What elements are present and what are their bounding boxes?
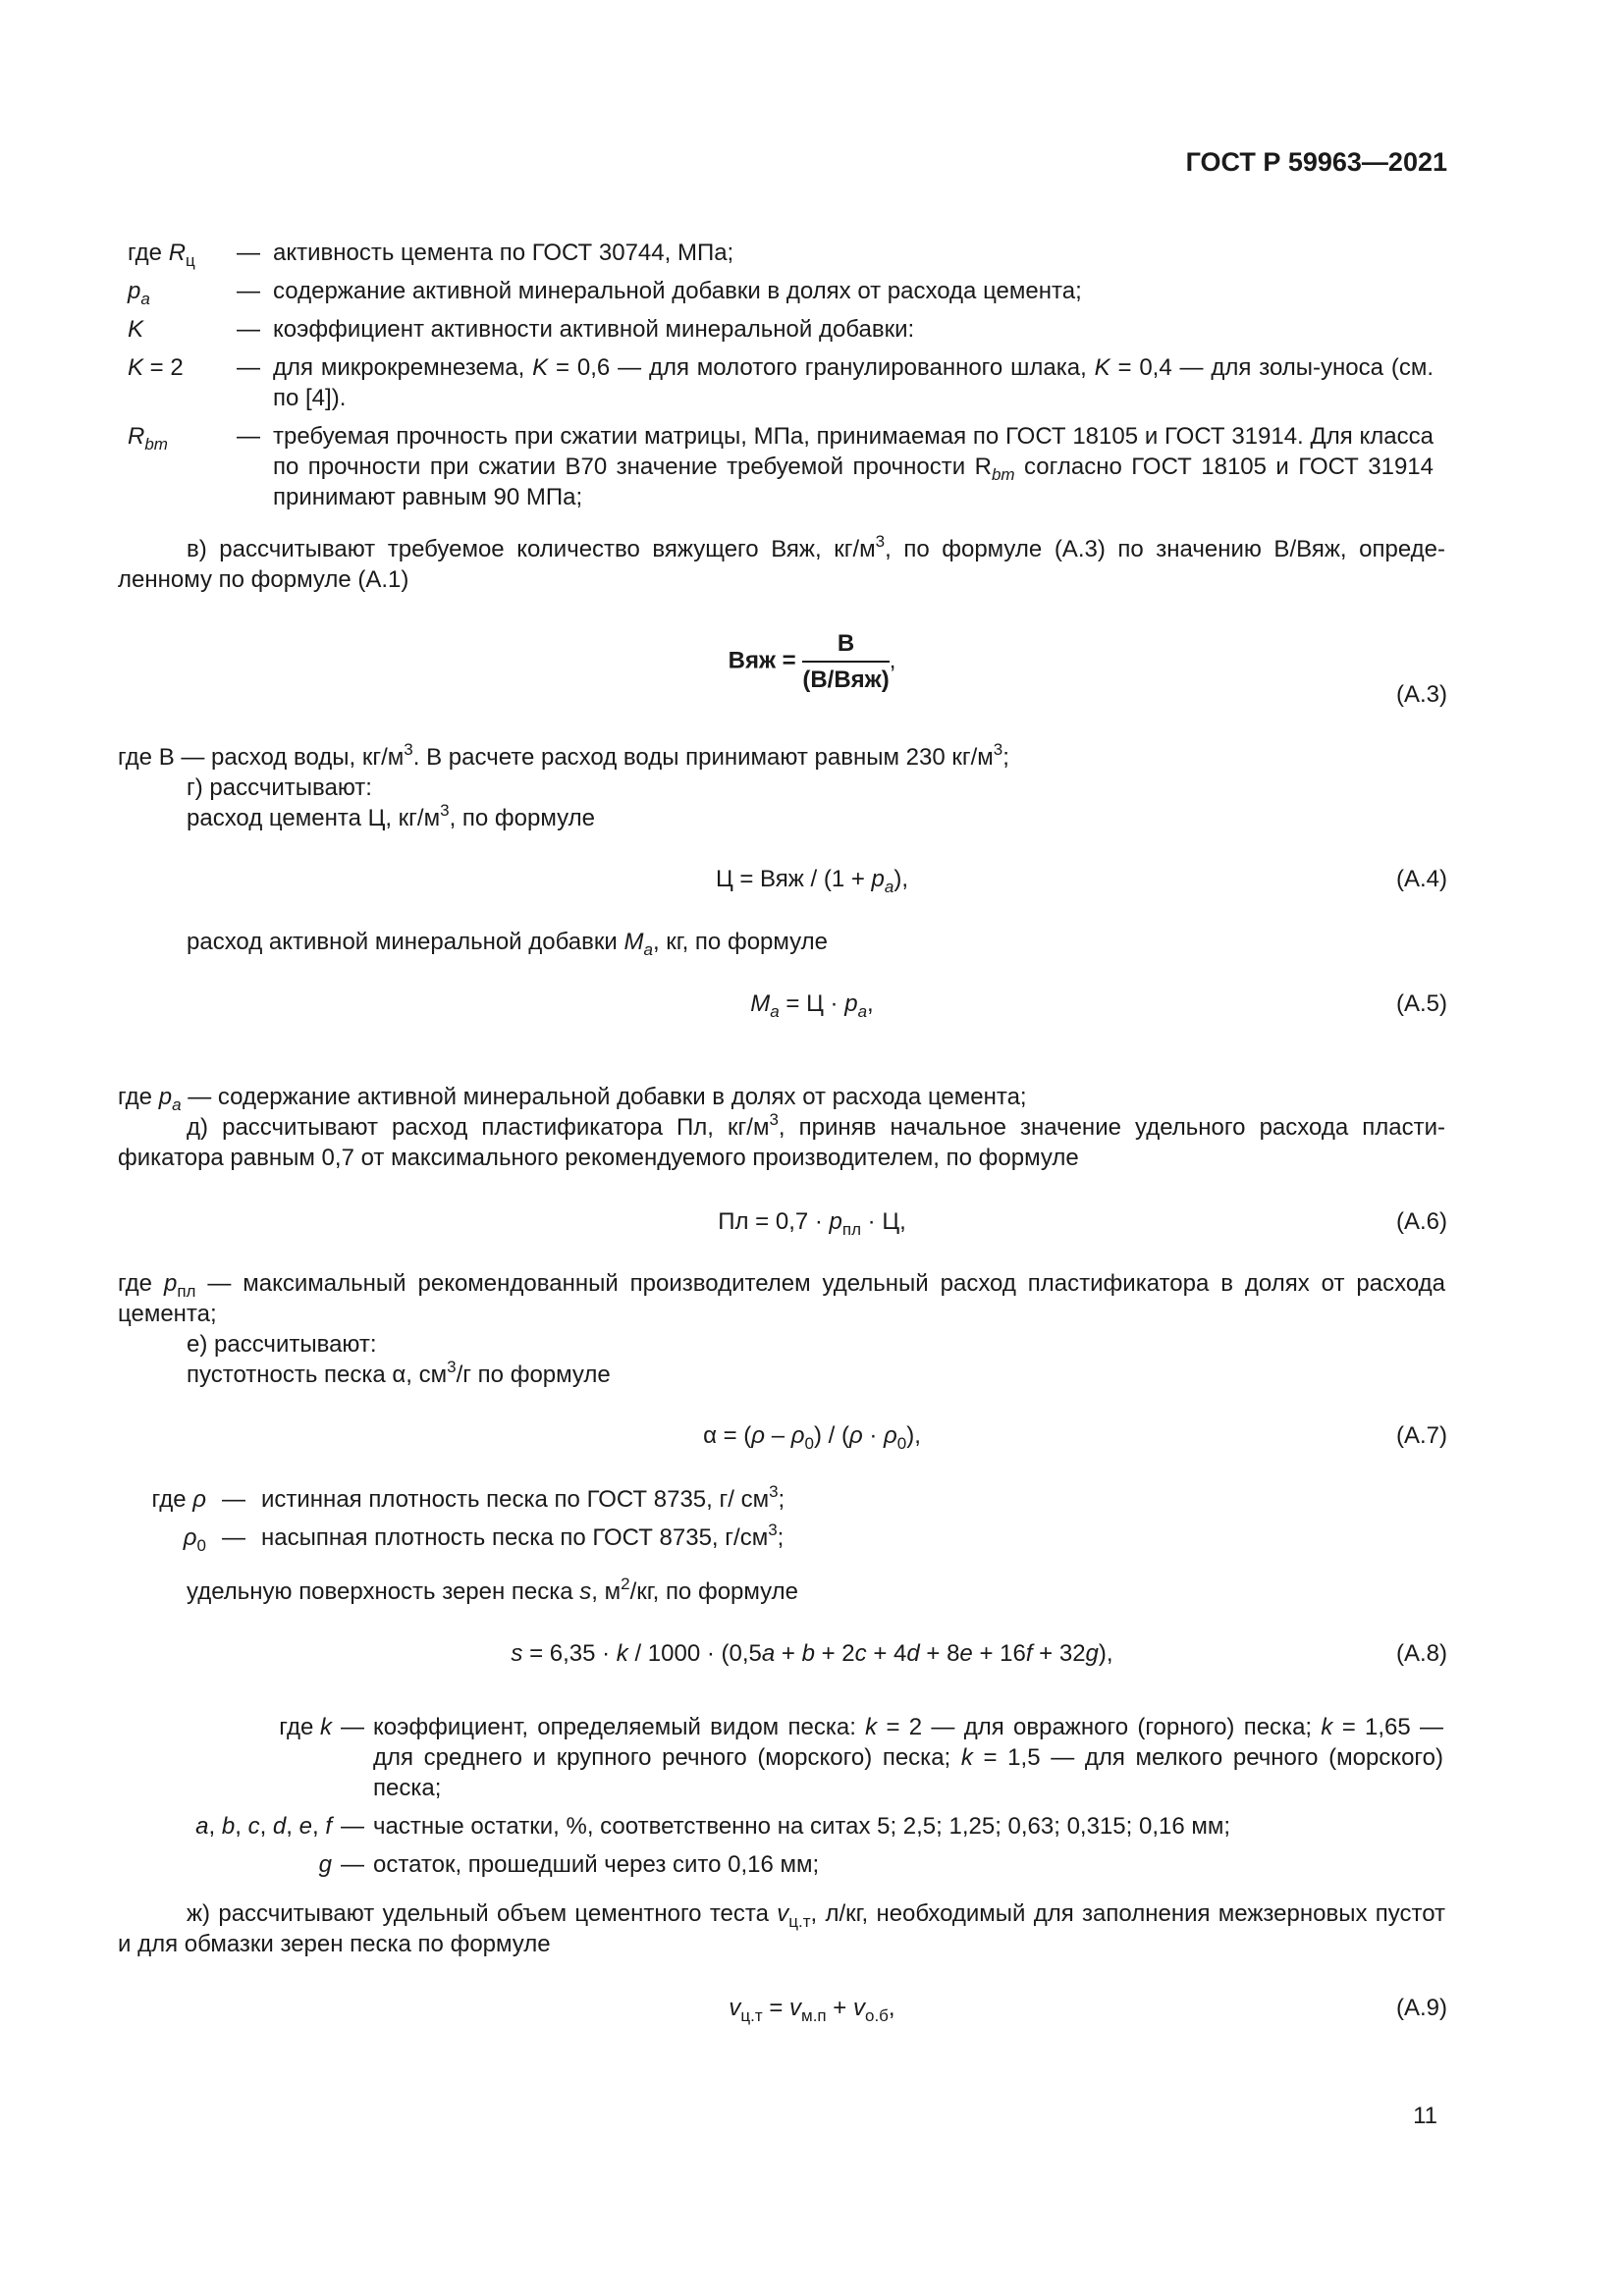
formula-a3-tail: , [889, 647, 896, 674]
definition-symbol: где ρ [151, 1486, 206, 1513]
definitions-list-sand [118, 1712, 1443, 1888]
formula-a4-number: (А.4) [1395, 866, 1447, 892]
formula-a9: $v_{ц.т} = v_{м.п} + v_{о.б}$, [729, 1995, 895, 2025]
definition-text: содержание активной минеральной добавки в долях от расхода цемента; [273, 278, 1082, 304]
cement-consumption-line: расход цемента Ц, $кг/м^3$, по формуле [187, 801, 595, 831]
definition-text: частные остатки, %, соответственно на ситах 5; 2,5; 1,25; 0,63; 0,315; 0,16 мм; [373, 1813, 1231, 1840]
definition-dash: — [341, 1714, 364, 1740]
formula-a5-number: (А.5) [1395, 990, 1447, 1017]
definition-text: коэффициент активности активной минеральной добавки: [273, 316, 915, 343]
definition-symbol: K = 2 [128, 354, 184, 381]
definition-dash: — [222, 1524, 245, 1551]
formula-a7-number: (А.7) [1395, 1422, 1447, 1449]
definition-text: истинная плотность песка по ГОСТ 8735, г/ $см^3$; [261, 1482, 785, 1513]
formula-a3-denominator: (В/Вяж) [802, 667, 890, 693]
formula-a7: $\alpha = (\rho - \rho_0) / (\rho \cdot \rho_0)$, [703, 1422, 921, 1453]
definition-text: остаток, прошедший через сито 0,16 мм; [373, 1851, 820, 1878]
definition-text: насыпная плотность песка по ГОСТ 8735, $г/см^3$; [261, 1521, 785, 1551]
definitions-list-density [128, 1484, 1145, 1561]
definition-row [128, 238, 1434, 268]
formula-a3-numerator: В [802, 628, 889, 663]
definition-symbol: $R_{bm}$ [128, 423, 168, 454]
definition-row [128, 276, 1434, 306]
definition-row [118, 1849, 1443, 1880]
definition-dash: — [237, 316, 260, 343]
formula-a3-lhs: Вяж = [728, 647, 796, 674]
definition-dash: — [237, 423, 260, 450]
definition-symbol: где $R_ц$ [128, 240, 195, 270]
paragraph-e-heading: е) рассчитывают: [187, 1331, 377, 1358]
definition-dash: — [341, 1851, 364, 1878]
definition-row [128, 314, 1434, 345]
paragraph-d: д) рассчитывают расход пластификатора Пл, $кг/м^3$, приняв начальное значение удельного расхода пластификатора равным 0,7 от максимального рекомендуемого производителем, по формуле [118, 1110, 1446, 1171]
definition-row [128, 421, 1434, 512]
definition-dash: — [237, 354, 260, 381]
paragraph-zh: ж) рассчитывают удельный объем цементного теста $v_{ц.т}$, л/кг, необходимый для заполнения межзерновых пустот и для обмазки зерен песка по формуле [118, 1900, 1446, 1957]
definition-symbol: a, b, c, d, e, f [195, 1813, 332, 1840]
definition-symbol: $\rho_0$ [183, 1524, 206, 1555]
definition-dash: — [237, 278, 260, 304]
sand-surface-line: удельную поверхность зерен песка s, $м^2/кг$, по формуле [187, 1575, 798, 1605]
definition-dash: — [341, 1813, 364, 1840]
definition-symbol: где k [279, 1714, 332, 1740]
definition-text: требуемая прочность при сжатии матрицы, МПа, принимаемая по ГОСТ 18105 и ГОСТ 31914. Для класса по прочности при сжатии В70 значение требуемой прочности $R_{bm}$ согласно ГОСТ 18105 и ГОСТ 31914 принимают равным 90 МПа; [273, 423, 1434, 510]
formula-a3 [0, 628, 1624, 695]
definition-text: для микрокремнезема, K = 0,6 — для молотого гранулированного шлака, K = 0,4 — для золы-уноса (см. по [4]). [273, 354, 1434, 411]
definition-row [128, 1484, 1145, 1515]
sand-voids-line: пустотность песка α, $см^3/г$ по формуле [187, 1358, 611, 1388]
paragraph-v: в) рассчитывают требуемое количество вяжущего Вяж, $кг/м^3$, по формуле (А.3) по значению В/Вяж, определенному по формуле (А.1) [118, 532, 1445, 593]
definition-symbol: K [128, 316, 144, 343]
definition-text: коэффициент, определяемый видом песка: k = 2 — для овражного (горного) песка; k = 1,65 — для среднего и крупного речного (морского) песка; k = 1,5 — для мелкого речного (морского) песка; [373, 1714, 1444, 1801]
definition-row [128, 1522, 1145, 1553]
formula-a8: s = 6,35 · k / 1000 · (0,5a + b + 2c + 4d + 8e + 16f + 32g), [511, 1640, 1113, 1667]
formula-a8-number: (А.8) [1395, 1640, 1447, 1667]
where-ppl: где $p_{пл}$ — максимальный рекомендованный производителем удельный расход пластификатора в долях от расхода цемента; [118, 1270, 1445, 1327]
formula-a3-number: (А.3) [1395, 681, 1447, 708]
formula-a9-number: (А.9) [1395, 1995, 1447, 2021]
formula-a5: $M_a = Ц \cdot p_a$, [750, 990, 874, 1021]
definition-text: активность цемента по ГОСТ 30744, МПа; [273, 240, 734, 266]
paragraph-g-heading: г) рассчитывают: [187, 774, 372, 801]
definition-dash: — [222, 1486, 245, 1513]
formula-a6-number: (А.6) [1395, 1208, 1447, 1235]
formula-a4: Ц = Вяж / $(1 + p_a)$, [715, 866, 909, 896]
definition-row [128, 352, 1434, 413]
where-water: где В — расход воды, $кг/м^3$. В расчете расход воды принимают равным 230 $кг/м^3$; [118, 740, 1009, 771]
definition-row [118, 1712, 1443, 1803]
formula-a3-fraction [802, 628, 889, 695]
definition-dash: — [237, 240, 260, 266]
document-code-header: ГОСТ Р 59963—2021 [1185, 147, 1447, 177]
formula-a6: Пл = $0,7 \cdot p_{пл} \cdot Ц$, [718, 1208, 906, 1239]
page-number: 11 [1413, 2103, 1437, 2129]
mineral-additive-line: расход активной минеральной добавки $M_a$, кг, по формуле [187, 929, 828, 959]
definition-row [118, 1811, 1443, 1842]
definition-symbol: $p_a$ [128, 278, 150, 308]
definitions-list-strength [128, 238, 1434, 520]
where-pa: где $p_a$ — содержание активной минеральной добавки в долях от расхода цемента; [118, 1084, 1027, 1114]
definition-symbol: g [318, 1851, 332, 1878]
